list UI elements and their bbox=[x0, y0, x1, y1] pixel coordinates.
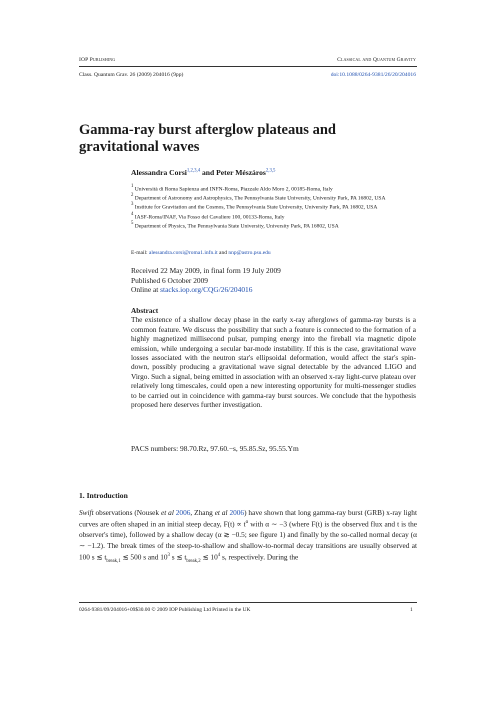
author-list bbox=[131, 168, 275, 177]
header-rule bbox=[79, 66, 417, 67]
pacs-numbers: PACS numbers: 98.70.Rz, 97.60.−s, 95.85.Sz, 95.55.Ym bbox=[131, 444, 299, 453]
author-affiliation-marks[interactable]: 1,2,3,4 bbox=[186, 168, 201, 174]
paper-title: Gamma-ray burst afterglow plateaus and gravitational waves bbox=[79, 122, 336, 155]
page-number: 1 bbox=[410, 607, 413, 613]
footer-rule bbox=[79, 602, 417, 603]
publisher-name: IOP Publishing bbox=[79, 57, 116, 63]
email-link[interactable]: nnp@astro.psu.edu bbox=[228, 250, 271, 256]
author-name: Peter Mészáros bbox=[216, 168, 266, 177]
online-line: Online at stacks.iop.org/CQG/26/204016 bbox=[131, 285, 253, 294]
email-label: E-mail: bbox=[131, 250, 149, 256]
citation: Class. Quantum Grav. 26 (2009) 204016 (9pp) bbox=[79, 72, 184, 78]
online-link[interactable]: stacks.iop.org/CQG/26/204016 bbox=[160, 285, 253, 294]
abstract bbox=[131, 306, 416, 409]
affiliation-item: $^3$ Institute for Gravitation and the Cosmos, The Pennsylvania State University, University Park, PA 16802, USA bbox=[131, 202, 378, 211]
abstract-heading: Abstract bbox=[131, 306, 159, 315]
email-line: E-mail: alessandra.corsi@roma1.infn.it and nnp@astro.psu.edu bbox=[131, 250, 271, 256]
author-conjunction: and bbox=[200, 168, 217, 177]
citation-link[interactable]: 2006 bbox=[173, 508, 191, 517]
affiliation-item: $^4$ IASF-Roma/INAF, Via Fosso del Cavaliere 100, 00133-Roma, Italy bbox=[131, 211, 285, 221]
author-name: Alessandra Corsi bbox=[131, 168, 187, 177]
received-date: Received 22 May 2009, in final form 19 July 2009 bbox=[131, 266, 281, 275]
section-paragraph: Swift observations (Nousek et al 2006, Zhang et al 2006) have shown that long gamma-ray burst (GRB) x-ray light curves are often shaped in an initial steep decay, $F(t) \propto t^\alpha$ with α ∼ −3 (where F(t) is the observed flux and t is the observer's time), followed by a shallow decay (α ≳ −0.5; see figure 1) and finally by the so-called normal decay (α ∼ −1.2). The break times of the steep-to-shallow and shallow-to-normal decay transitions are usually observed at 100 s ≲ $t_{break,1}$ ≲ 500 s and $10^3$ s ≲ $t_{break,2}$ ≲ $10^4$ s, respectively. During the bbox=[79, 508, 417, 565]
affiliation-list bbox=[131, 184, 416, 230]
affiliation-item: $^5$ Department of Physics, The Pennsylvania State University, University Park, PA 16802, USA bbox=[131, 220, 339, 230]
journal-name: Classical and Quantum Gravity bbox=[337, 57, 416, 63]
affiliation-item: $^2$ Department of Astronomy and Astrophysics, The Pennsylvania State University, University Park, PA 16802, USA bbox=[131, 193, 386, 202]
author-affiliation-marks[interactable]: 2,3,5 bbox=[265, 168, 276, 174]
email-link[interactable]: alessandra.corsi@roma1.infn.it bbox=[148, 250, 218, 256]
abstract-text: The existence of a shallow decay phase in the early x-ray afterglows of gamma-ray bursts is a common feature. We discuss the possibility that such a feature is connected to the formation of a highly magnetized millisecond pulsar, pumping energy into the fireball via magnetic dipole emission, while undergoing a secular bar-mode instability. If this is the case, gravitational wave losses associated with the neutron star's ellipsoidal deformation, would affect the star's spin-down, possibly producing a gravitational wave signal detectable by the advanced LIGO and Virgo. Such a signal, being emitted in association with an observed x-ray light-curve plateau over relatively long timescales, could open a new interesting opportunity for multi-messenger studies to be carried out in coincidence with gamma-ray burst sources. We conclude that the hypothesis proposed here deserves further investigation. bbox=[131, 315, 416, 410]
doi-link[interactable]: doi:10.1088/0264-9381/26/20/204016 bbox=[330, 72, 416, 78]
citation-link[interactable]: 2006 bbox=[227, 508, 245, 517]
publication-dates bbox=[131, 266, 281, 295]
section-heading: 1. Introduction bbox=[79, 491, 128, 500]
footer-copyright: 0264-9381/09/204016+09$30.00 © 2009 IOP Publishing Ltd Printed in the UK bbox=[79, 607, 251, 613]
published-date: Published 6 October 2009 bbox=[131, 275, 208, 285]
affiliation-item: $^1$ Università di Roma Sapienza and INFN-Roma, Piazzale Aldo Moro 2, 00185-Roma, Italy bbox=[131, 184, 333, 193]
